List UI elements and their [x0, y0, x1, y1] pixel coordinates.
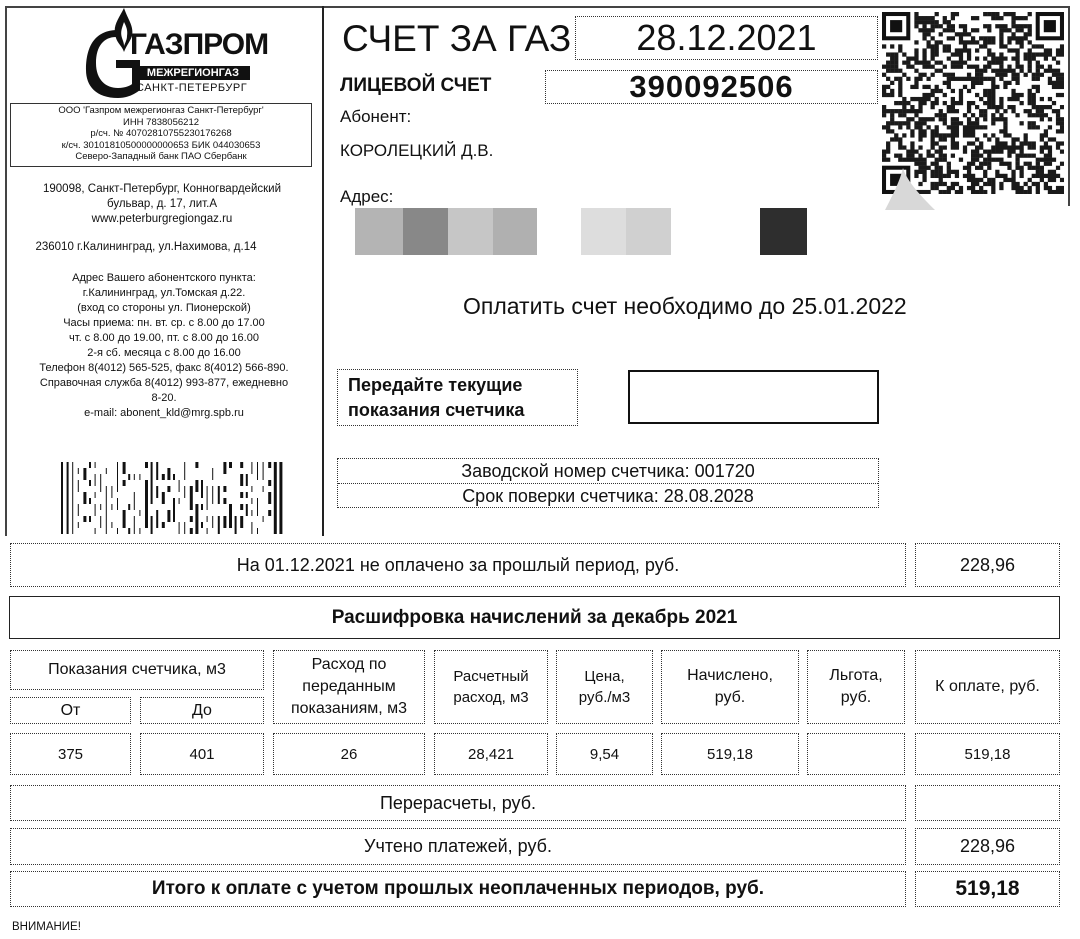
total-value: 519,18	[915, 871, 1060, 907]
subscriber-point-info	[14, 271, 314, 421]
header-usage: Расход по переданным показаниям, м3	[273, 650, 425, 724]
point-line: 2-я сб. месяца с 8.00 до 16.00	[87, 347, 241, 359]
cell-from: 375	[10, 733, 131, 775]
logo-wordmark: ГАЗПРОМ	[130, 28, 269, 61]
recalculation-label: Перерасчеты, руб.	[10, 785, 906, 821]
account-number-box	[545, 70, 878, 104]
abonent-name: КОРОЛЕЦКИЙ Д.В.	[340, 141, 494, 160]
payments-label: Учтено платежей, руб.	[10, 828, 906, 865]
submit-readings-line: показания счетчика	[348, 400, 525, 420]
point-line: Телефон 8(4012) 565-525, факс 8(4012) 566-890.	[39, 362, 289, 374]
header-meter-readings: Показания счетчика, м3	[10, 650, 264, 690]
submit-readings-line: Передайте текущие	[348, 375, 523, 395]
point-line: чт. с 8.00 до 19.00, пт. с 8.00 до 16.00	[69, 332, 259, 344]
header-discount: Льгота, руб.	[807, 650, 905, 724]
logo-subtitle: МЕЖРЕГИОНГАЗ	[136, 66, 250, 80]
point-line: Адрес Вашего абонентского пункта:	[72, 272, 256, 284]
meter-reading-input[interactable]	[628, 370, 879, 424]
bank-line: р/сч. № 40702810755230176268	[90, 128, 232, 139]
payment-due-text: Оплатить счет необходимо до 25.01.2022	[463, 293, 907, 319]
point-line: (вход со стороны ул. Пионерской)	[77, 302, 251, 314]
point-line: 8-20.	[151, 392, 177, 404]
office-address	[14, 182, 310, 227]
bill-title: СЧЕТ ЗА ГАЗ	[342, 18, 572, 59]
unpaid-value: 228,96	[915, 543, 1060, 587]
bank-line: ООО 'Газпром межрегионгаз Санкт-Петербург'	[58, 105, 264, 116]
bank-line: к/сч. 30101810500000000653 БИК 044030653	[61, 139, 261, 151]
breakdown-title: Расшифровка начислений за декабрь 2021	[9, 596, 1060, 639]
address-label: Адрес:	[340, 187, 394, 206]
office-line: 190098, Санкт-Петербург, Конногвардейский	[43, 183, 281, 195]
cell-calculated-usage: 28,421	[434, 733, 548, 775]
header-price: Цена, руб./м3	[556, 650, 653, 724]
account-label: ЛИЦЕВОЙ СЧЕТ	[340, 75, 492, 96]
cell-to: 401	[140, 733, 264, 775]
meter-check-date: Срок поверки счетчика: 28.08.2028	[462, 486, 754, 506]
frame-left-border	[5, 6, 7, 536]
header-to-pay: К оплате, руб.	[915, 650, 1060, 724]
cell-discount	[807, 733, 905, 775]
email-link[interactable]: e-mail: abonent_kld@mrg.spb.ru	[84, 407, 244, 419]
cell-charged: 519,18	[661, 733, 799, 775]
office-line: бульвар, д. 17, лит.А	[107, 198, 217, 210]
cell-to-pay: 519,18	[915, 733, 1060, 775]
cell-price: 9,54	[556, 733, 653, 775]
bank-line: ИНН 7838056212	[122, 116, 200, 128]
cell-usage: 26	[273, 733, 425, 775]
barcode-icon	[55, 462, 285, 534]
header-to: До	[140, 697, 264, 724]
header-charged: Начислено, руб.	[661, 650, 799, 724]
page-fold-shadow	[885, 168, 935, 210]
frame-right-border	[1068, 6, 1070, 206]
column-divider	[322, 6, 324, 536]
meter-info-box	[337, 458, 879, 508]
point-line: Часы приема: пн. вт. ср. с 8.00 до 17.00	[63, 317, 265, 329]
payments-value: 228,96	[915, 828, 1060, 865]
submit-readings-label	[337, 369, 578, 426]
point-line: г.Калининград, ул.Томская д.22.	[82, 287, 246, 299]
bill-date: 28.12.2021	[636, 17, 817, 58]
kaliningrad-address: 236010 г.Калининград, ул.Нахимова, д.14	[35, 241, 257, 253]
header-from: От	[10, 697, 131, 724]
bill-date-box	[575, 16, 878, 60]
point-line: Справочная служба 8(4012) 993-877, ежедневно	[39, 377, 289, 389]
bank-line: Северо-Западный банк ПАО Сбербанк	[75, 151, 247, 162]
header-calculated-usage: Расчетный расход, м3	[434, 650, 548, 724]
unpaid-label: На 01.12.2021 не оплачено за прошлый период, руб.	[10, 543, 906, 587]
total-label: Итого к оплате с учетом прошлых неоплаченных периодов, руб.	[10, 871, 906, 907]
logo-city: САНКТ-ПЕТЕРБУРГ	[136, 82, 248, 94]
attention-note: ВНИМАНИЕ!	[12, 921, 81, 933]
abonent-label: Абонент:	[340, 107, 412, 126]
qr-code-icon	[882, 12, 1064, 194]
meter-serial: Заводской номер счетчика: 001720	[338, 459, 878, 484]
redacted-address	[355, 208, 807, 255]
account-number: 390092506	[629, 69, 794, 104]
recalculation-value	[915, 785, 1060, 821]
website-link[interactable]: www.peterburgregiongaz.ru	[91, 213, 233, 225]
bank-details-box	[10, 103, 312, 167]
